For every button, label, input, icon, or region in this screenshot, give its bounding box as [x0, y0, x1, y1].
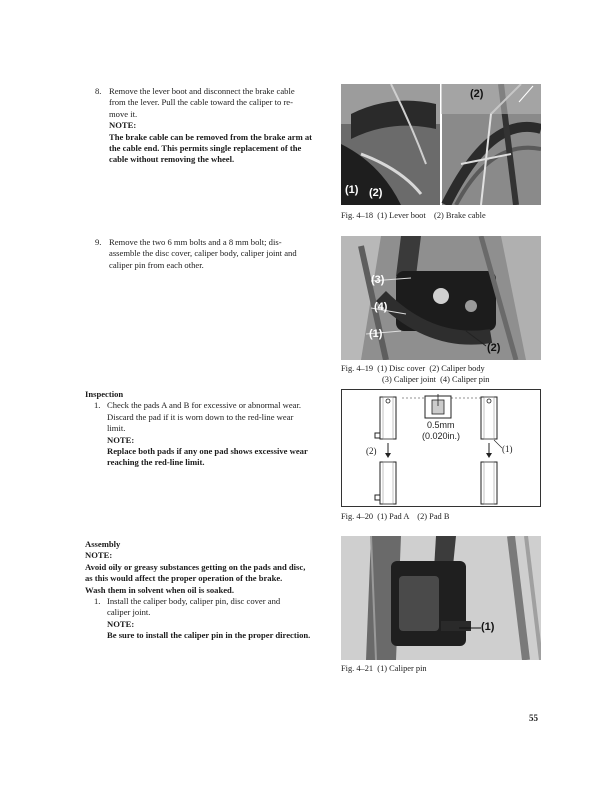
page-number: 55 [529, 713, 538, 723]
fig-4-18-label-2-right: (2) [470, 88, 484, 100]
assembly-note-line-3: Wash them in solvent when oil is soaked. [85, 584, 234, 595]
fig-4-18-label-1: (1) [345, 184, 359, 196]
step-9-line-1: Remove the two 6 mm bolts and a 8 mm bolt; dis- [109, 237, 282, 247]
fig-4-18-caption: Fig. 4–18 (1) Lever boot (2) Brake cable [341, 211, 486, 220]
inspection-note-label: NOTE: [107, 434, 135, 445]
fig-4-21-caption: Fig. 4–21 (1) Caliper pin [341, 664, 427, 673]
assembly-note2-line-1: Be sure to install the caliper pin in the proper direction. [107, 630, 311, 641]
fig-4-20-label-left: (2) [366, 446, 377, 456]
step-9-number: 9. [95, 237, 102, 247]
fig-4-20-label-right: (1) [502, 444, 513, 454]
inspection-note-line-1: Replace both pads if any one pad shows excessive wear [107, 446, 308, 457]
fig-4-20-diagram [341, 389, 541, 507]
step-8-note-label: NOTE: [109, 120, 137, 131]
assembly-note-line-1: Avoid oily or greasy substances getting on the pads and disc, [85, 561, 306, 572]
inspection-line-1: Check the pads A and B for excessive or abnormal wear. [107, 400, 302, 411]
inspection-section [85, 389, 330, 469]
fig-4-20-caption: Fig. 4–20 (1) Pad A (2) Pad B [341, 512, 450, 521]
step-8-number: 8. [95, 86, 102, 96]
step-9-line-2: assemble the disc cover, caliper body, caliper joint and [109, 248, 297, 259]
step-8-line-2: from the lever. Pull the cable toward the caliper to re- [109, 97, 293, 108]
step-8 [95, 86, 330, 166]
fig-4-19-label-3: (3) [371, 274, 385, 286]
inspection-heading: Inspection [85, 389, 124, 399]
assembly-note-line-2: as this would affect the proper operation of the brake. [85, 573, 283, 584]
inspection-line-2: Discard the pad if it is worn down to the red-line wear [107, 411, 294, 422]
fig-4-19-photo [341, 236, 541, 360]
step-9-line-3: caliper pin from each other. [109, 259, 204, 270]
fig-4-19-caption-line-1: Fig. 4–19 (1) Disc cover (2) Caliper body [341, 364, 485, 373]
fig-4-19-caption-line-2: (3) Caliper joint (4) Caliper pin [382, 375, 490, 384]
inspection-note-line-2: reaching the red-line limit. [107, 457, 205, 468]
fig-4-20-dim-in: (0.020in.) [422, 431, 461, 441]
fig-4-19-caption [341, 363, 489, 385]
step-8-note-line-1: The brake cable can be removed from the brake arm at [109, 131, 313, 142]
assembly-step-number: 1. [94, 596, 101, 607]
fig-4-21-photo [341, 536, 541, 660]
inspection-line-3: limit. [107, 423, 126, 434]
fig-4-20-dim-mm: 0.5mm [427, 420, 455, 430]
assembly-section [85, 539, 330, 642]
step-8-note-line-3: cable without removing the wheel. [109, 154, 235, 165]
fig-4-19-label-2: (2) [487, 342, 501, 354]
fig-4-19-label-1: (1) [369, 328, 383, 340]
assembly-line-1: Install the caliper body, caliper pin, disc cover and [107, 596, 281, 607]
step-8-line-3: move it. [109, 108, 138, 119]
assembly-note2-label: NOTE: [107, 618, 135, 629]
inspection-step-number: 1. [94, 400, 101, 411]
fig-4-18-photo [341, 84, 541, 205]
step-8-line-1: Remove the lever boot and disconnect the brake cable [109, 86, 295, 96]
step-9 [95, 237, 330, 271]
fig-4-19-label-4: (4) [374, 301, 388, 313]
assembly-heading: Assembly [85, 539, 121, 549]
assembly-note-label: NOTE: [85, 550, 113, 561]
assembly-line-2: caliper joint. [107, 607, 151, 618]
fig-4-21-label-1: (1) [481, 621, 495, 633]
step-8-note-line-2: the cable end. This permits single replacement of the [109, 143, 302, 154]
fig-4-18-label-2-left: (2) [369, 187, 383, 199]
